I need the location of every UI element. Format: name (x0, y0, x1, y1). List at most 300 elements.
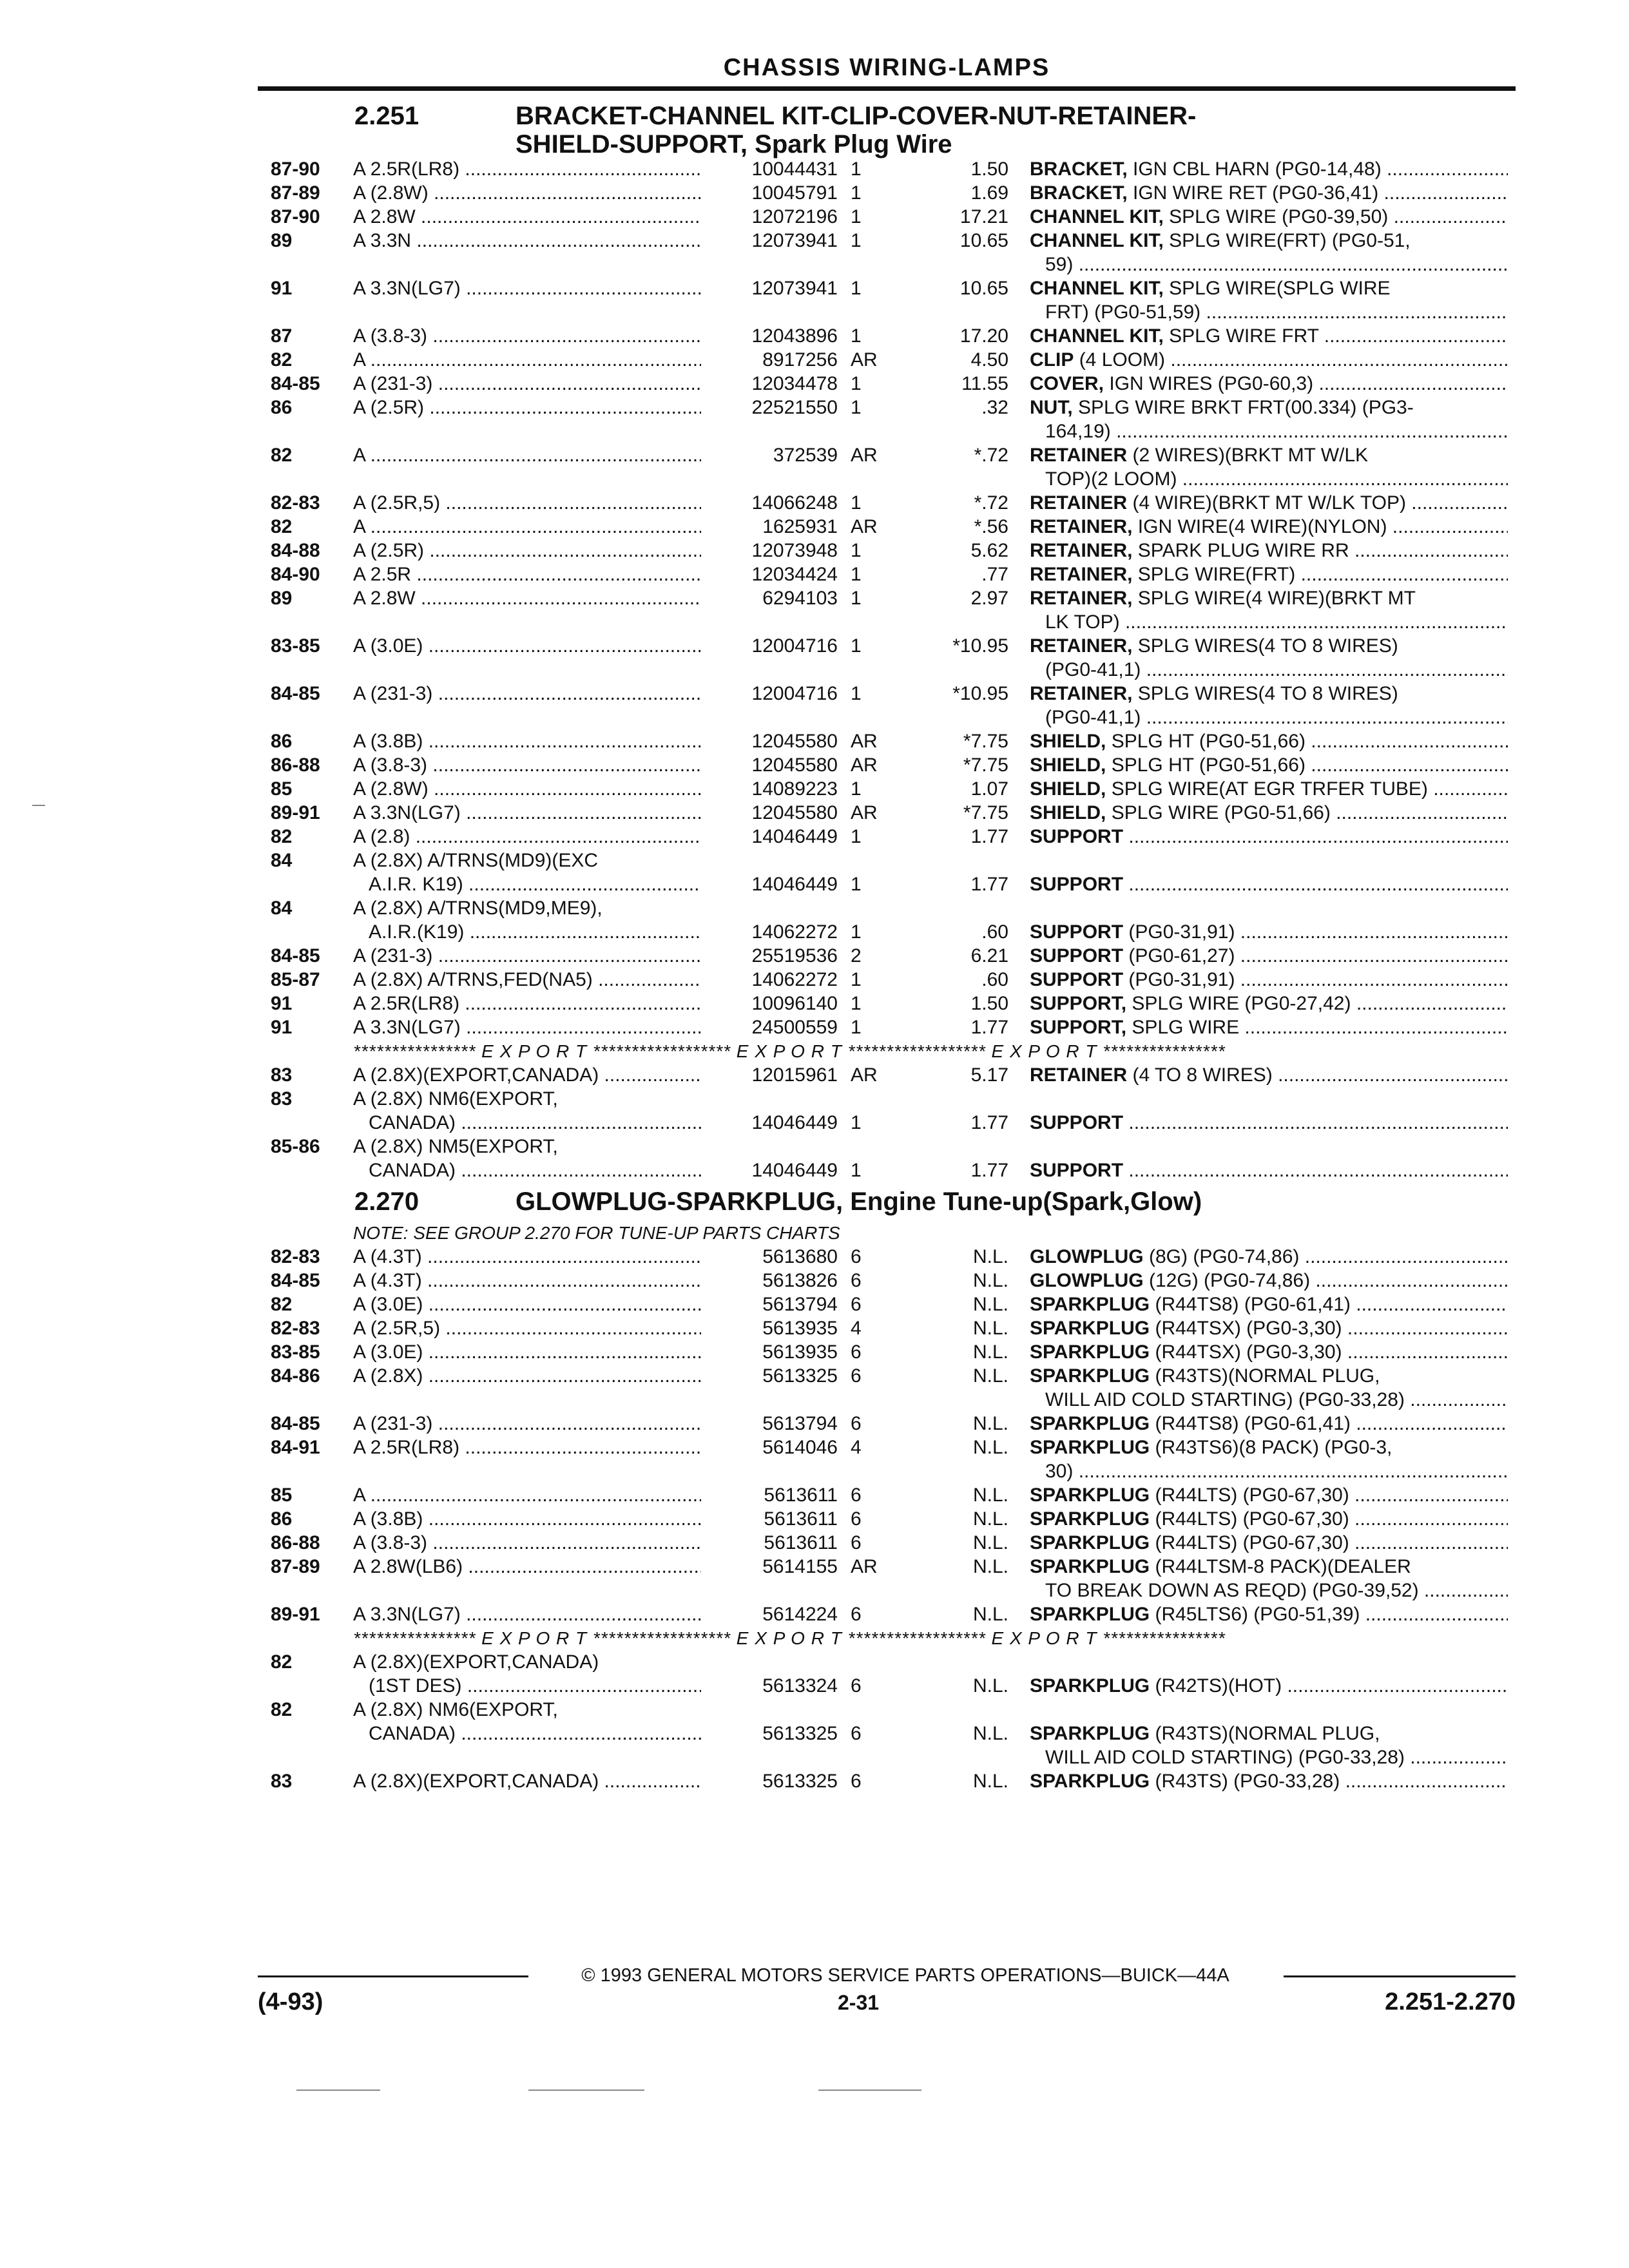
description (1030, 539, 1508, 562)
description-line (1030, 1722, 1508, 1745)
description (1030, 992, 1508, 1015)
description (1030, 634, 1508, 682)
part-name: SPARKPLUG (1030, 1508, 1150, 1530)
quantity: 1 (851, 826, 862, 847)
model-years: 84-85 (271, 945, 320, 966)
description-text: SPLG WIRE(AT EGR TRFER TUBE) (1111, 778, 1428, 800)
quantity: 1 (851, 492, 862, 514)
parts-row (258, 443, 1521, 491)
scan-artifact (296, 2090, 380, 2091)
price: 17.20 (959, 325, 1008, 347)
model-years: 87-90 (271, 159, 320, 180)
model-years: 82-83 (271, 1318, 320, 1339)
part-number: 14046449 (751, 1160, 838, 1181)
description-text: (R44LTS) (PG0-67,30) (1155, 1532, 1349, 1553)
quantity: 4 (851, 1437, 862, 1458)
quantity: 1 (851, 921, 862, 943)
part-number: 12045580 (751, 731, 838, 752)
price: 1.77 (970, 1160, 1008, 1181)
description (1030, 1531, 1508, 1555)
description-line (1030, 348, 1508, 372)
parts-row (258, 372, 1521, 396)
part-number: 5614046 (762, 1437, 838, 1458)
part-name: SUPPORT (1030, 874, 1124, 895)
part-name: CLIP (1030, 349, 1074, 370)
application (353, 1087, 701, 1135)
part-number: 12045580 (751, 802, 838, 823)
description-text: 164,19) (1045, 421, 1111, 442)
parts-row (258, 992, 1521, 1015)
model-years: 84-85 (271, 683, 320, 704)
part-name: SHIELD, (1030, 754, 1106, 776)
part-name: SPARKPLUG (1030, 1532, 1150, 1553)
quantity: 1 (851, 278, 862, 299)
price: N.L. (972, 1604, 1008, 1625)
application (353, 1412, 701, 1436)
application-line: A (2.8X) A/TRNS(MD9,ME9), (353, 898, 602, 919)
description-line (1030, 157, 1508, 181)
application (353, 992, 701, 1015)
quantity: 1 (851, 206, 862, 227)
description (1030, 1674, 1508, 1698)
price: 1.77 (970, 1112, 1008, 1133)
model-years: 89 (271, 230, 293, 251)
price: *7.75 (963, 754, 1008, 776)
quantity: AR (851, 1064, 878, 1086)
application-line: A 3.3N(LG7) ..... (353, 1602, 701, 1626)
application (353, 157, 701, 181)
application (353, 1269, 701, 1293)
description (1030, 562, 1508, 586)
application-line: (1ST DES) ..... (353, 1674, 701, 1698)
parts-row (258, 1316, 1521, 1340)
part-name: GLOWPLUG (1030, 1270, 1144, 1291)
application-line: A 2.8W(LB6) ..... (353, 1555, 701, 1579)
description-line (1030, 1293, 1508, 1316)
application-line: A (231-3) ..... (353, 372, 701, 396)
quantity: AR (851, 731, 878, 752)
application (353, 1316, 701, 1340)
part-name: RETAINER, (1030, 588, 1133, 609)
application-line: A (231-3) ..... (353, 1412, 701, 1436)
price: 1.50 (970, 159, 1008, 180)
quantity: AR (851, 802, 878, 823)
model-years: 83-85 (271, 1341, 320, 1363)
description-text: (R44LTS) (PG0-67,30) (1155, 1508, 1349, 1530)
description-text: (12G) (PG0-74,86) (1149, 1270, 1311, 1291)
description-line (1030, 1111, 1508, 1135)
description-text: (R43TS) (PG0-33,28) (1155, 1771, 1340, 1792)
description-text: SPLG WIRE BRKT FRT(00.334) (PG3- (1078, 397, 1414, 418)
description (1030, 1602, 1508, 1626)
application-line: A.I.R. K19) ..... (353, 872, 701, 896)
application (353, 825, 701, 849)
description (1030, 1316, 1508, 1340)
part-name: SPARKPLUG (1030, 1771, 1150, 1792)
description-text: (R42TS)(HOT) (1155, 1675, 1282, 1696)
price: N.L. (972, 1508, 1008, 1530)
application-line: A 2.5R(LR8) ..... (353, 1436, 701, 1459)
description-line (1030, 801, 1508, 825)
description-text: (4 TO 8 WIRES) (1132, 1064, 1273, 1086)
description-line (1030, 1579, 1508, 1602)
parts-row (258, 634, 1521, 682)
description-line (1030, 1602, 1508, 1626)
description-text: IGN WIRE(4 WIRE)(NYLON) (1137, 516, 1387, 537)
part-name: SPARKPLUG (1030, 1294, 1150, 1315)
quantity: 6 (851, 1365, 862, 1387)
model-years: 84-91 (271, 1437, 320, 1458)
model-years: 87-90 (271, 206, 320, 227)
price: 10.65 (959, 278, 1008, 299)
description-text: SPLG WIRE(FRT) (1137, 564, 1296, 585)
quantity: 1 (851, 1017, 862, 1038)
parts-row (258, 181, 1521, 205)
application-line: A (3.8B) ..... (353, 729, 701, 753)
part-name: SUPPORT (1030, 921, 1124, 943)
description-line (1030, 491, 1508, 515)
quantity: 1 (851, 635, 862, 657)
price: 2.97 (970, 588, 1008, 609)
part-name: SUPPORT (1030, 945, 1124, 966)
model-years: 82-83 (271, 492, 320, 514)
price: N.L. (972, 1294, 1008, 1315)
part-name: SHIELD, (1030, 778, 1106, 800)
description-line (1030, 396, 1508, 419)
part-name: CHANNEL KIT, (1030, 325, 1164, 347)
parts-row (258, 1293, 1521, 1316)
price: *.72 (974, 445, 1008, 466)
parts-row (258, 562, 1521, 586)
model-years: 86 (271, 731, 293, 752)
part-name: CHANNEL KIT, (1030, 206, 1164, 227)
model-years: 84-86 (271, 1365, 320, 1387)
part-number: 5613935 (762, 1318, 838, 1339)
part-name: SPARKPLUG (1030, 1675, 1150, 1696)
description (1030, 229, 1508, 276)
description (1030, 1555, 1508, 1602)
application-line: A (2.5R) ..... (353, 396, 701, 419)
description-text: (R45LTS6) (PG0-51,39) (1155, 1604, 1360, 1625)
application-line: A (2.8X)(EXPORT,CANADA) ..... (353, 1063, 701, 1087)
section-title-line: SHIELD-SUPPORT, Spark Plug Wire (516, 130, 952, 159)
description-text: SPLG HT (PG0-51,66) (1111, 731, 1306, 752)
description-text: SPLG WIRE(FRT) (PG0-51, (1169, 230, 1411, 251)
section-heading (258, 1182, 1521, 1221)
parts-row (258, 682, 1521, 729)
footer-page-number: 2-31 (838, 1991, 880, 2014)
parts-row (258, 276, 1521, 324)
part-name: CHANNEL KIT, (1030, 278, 1164, 299)
part-name: SPARKPLUG (1030, 1437, 1150, 1458)
price: .60 (981, 969, 1008, 990)
part-name: SPARKPLUG (1030, 1318, 1150, 1339)
part-name: RETAINER, (1030, 540, 1133, 561)
part-number: 14062272 (751, 969, 838, 990)
section-title (516, 102, 1508, 159)
description-line (1030, 229, 1508, 253)
description-line (1030, 443, 1508, 467)
part-number: 22521550 (751, 397, 838, 418)
description-text: (R43TS6)(8 PACK) (PG0-3, (1155, 1437, 1393, 1458)
description-line (1030, 586, 1508, 610)
description (1030, 1063, 1508, 1087)
model-years: 82 (271, 1294, 293, 1315)
application-line: CANADA) ..... (353, 1111, 701, 1135)
part-name: BRACKET, (1030, 159, 1128, 180)
parts-row (258, 968, 1521, 992)
description-line (1030, 1015, 1508, 1039)
parts-row (258, 729, 1521, 753)
description-line (1030, 610, 1508, 634)
application (353, 229, 701, 253)
section-title (516, 1187, 1508, 1216)
part-number: 5613680 (762, 1246, 838, 1267)
part-number: 12004716 (751, 683, 838, 704)
application (353, 634, 701, 658)
application (353, 753, 701, 777)
part-number: 12004716 (751, 635, 838, 657)
quantity: 1 (851, 564, 862, 585)
part-name: SPARKPLUG (1030, 1365, 1150, 1387)
part-name: SUPPORT (1030, 1112, 1124, 1133)
application (353, 324, 701, 348)
application (353, 491, 701, 515)
application-line: CANADA) ..... (353, 1722, 701, 1745)
quantity: 1 (851, 778, 862, 800)
part-name: RETAINER (1030, 445, 1128, 466)
price: N.L. (972, 1437, 1008, 1458)
description-text: SPARK PLUG WIRE RR (1137, 540, 1349, 561)
quantity: 1 (851, 1112, 862, 1133)
description-text: IGN WIRES (PG0-60,3) (1109, 373, 1314, 394)
part-number: 14062272 (751, 921, 838, 943)
model-years: 87 (271, 325, 293, 347)
description-line (1030, 276, 1508, 300)
description-line (1030, 1364, 1508, 1388)
description (1030, 205, 1508, 229)
description-line (1030, 1316, 1508, 1340)
parts-row (258, 944, 1521, 968)
parts-row (258, 586, 1521, 634)
part-name: NUT, (1030, 397, 1073, 418)
parts-row (258, 1698, 1521, 1769)
parts-row (258, 157, 1521, 181)
description-line (1030, 1158, 1508, 1182)
description (1030, 396, 1508, 443)
model-years: 82 (271, 349, 293, 370)
description (1030, 825, 1508, 849)
part-name: RETAINER, (1030, 516, 1133, 537)
description (1030, 324, 1508, 348)
description (1030, 968, 1508, 992)
application (353, 372, 701, 396)
application-line: A (2.8X) NM6(EXPORT, (353, 1088, 558, 1110)
application-line: A (2.8X)(EXPORT,CANADA) (353, 1651, 599, 1673)
parts-row (258, 1602, 1521, 1626)
model-years: 82 (271, 826, 293, 847)
parts-row (258, 491, 1521, 515)
part-number: 12015961 (751, 1064, 838, 1086)
price: N.L. (972, 1532, 1008, 1553)
application (353, 849, 701, 896)
model-years: 85-87 (271, 969, 320, 990)
footer-rule-right (1284, 1975, 1516, 1977)
part-name: RETAINER, (1030, 683, 1133, 704)
quantity: 1 (851, 373, 862, 394)
model-years: 84-85 (271, 1270, 320, 1291)
application (353, 1364, 701, 1388)
parts-row (258, 396, 1521, 443)
description (1030, 348, 1508, 372)
section-note: NOTE: SEE GROUP 2.270 FOR TUNE-UP PARTS CHARTS (353, 1223, 840, 1243)
part-number: 5613611 (764, 1508, 838, 1530)
price: 6.21 (970, 945, 1008, 966)
description-text: 59) (1045, 254, 1074, 275)
description-text: 30) (1045, 1461, 1074, 1482)
description (1030, 801, 1508, 825)
model-years: 84-88 (271, 540, 320, 561)
application (353, 1293, 701, 1316)
application-line: A (2.5R,5) ..... (353, 491, 701, 515)
description-text: (4 WIRE)(BRKT MT W/LK TOP) (1132, 492, 1406, 514)
description-line (1030, 467, 1508, 491)
description-text: TO BREAK DOWN AS REQD) (PG0-39,52) (1045, 1580, 1419, 1601)
quantity: AR (851, 349, 878, 370)
description-text: SPLG WIRES(4 TO 8 WIRES) (1137, 635, 1398, 657)
description-text: WILL AID COLD STARTING) (PG0-33,28) (1045, 1747, 1405, 1768)
price: *.56 (974, 516, 1008, 537)
application (353, 1245, 701, 1269)
description-text: (R44LTS) (PG0-67,30) (1155, 1485, 1349, 1506)
parts-row (258, 205, 1521, 229)
quantity: 6 (851, 1341, 862, 1363)
parts-row (258, 1436, 1521, 1483)
model-years: 91 (271, 278, 293, 299)
model-years: 84 (271, 850, 293, 871)
price: N.L. (972, 1675, 1008, 1696)
quantity: 1 (851, 683, 862, 704)
quantity: 6 (851, 1675, 862, 1696)
description-text: SPLG WIRE FRT (1169, 325, 1319, 347)
price: N.L. (972, 1485, 1008, 1506)
description (1030, 944, 1508, 968)
part-number: 5613794 (762, 1294, 838, 1315)
application (353, 1135, 701, 1182)
scan-artifact (32, 805, 45, 806)
description (1030, 515, 1508, 539)
application-line: A 2.5R(LR8) ..... (353, 992, 701, 1015)
description (1030, 777, 1508, 801)
model-years: 82 (271, 516, 293, 537)
description-line (1030, 1769, 1508, 1793)
part-number: 5613611 (764, 1532, 838, 1553)
application-line: A 2.5R(LR8) ..... (353, 157, 701, 181)
parts-row (258, 1015, 1521, 1039)
description-text: (R44TS8) (PG0-61,41) (1155, 1294, 1351, 1315)
description-text: (8G) (PG0-74,86) (1149, 1246, 1300, 1267)
part-number: 14066248 (751, 492, 838, 514)
quantity: 1 (851, 588, 862, 609)
description-line (1030, 1483, 1508, 1507)
part-name: RETAINER (1030, 492, 1128, 514)
description (1030, 753, 1508, 777)
description-line (1030, 419, 1508, 443)
part-number: 5613826 (762, 1270, 838, 1291)
description-line (1030, 372, 1508, 396)
description (1030, 276, 1508, 324)
parts-row (258, 849, 1521, 896)
application (353, 1531, 701, 1555)
description-line (1030, 181, 1508, 205)
quantity: 1 (851, 230, 862, 251)
parts-row (258, 896, 1521, 944)
description-line (1030, 515, 1508, 539)
quantity: 1 (851, 1160, 862, 1181)
description (1030, 1412, 1508, 1436)
part-number: 6294103 (762, 588, 838, 609)
part-name: RETAINER, (1030, 564, 1133, 585)
quantity: AR (851, 445, 878, 466)
application (353, 1015, 701, 1039)
application (353, 968, 701, 992)
part-name: RETAINER (1030, 1064, 1128, 1086)
application-line: A (2.8X) NM5(EXPORT, (353, 1136, 558, 1157)
price: N.L. (972, 1270, 1008, 1291)
part-number: 25519536 (751, 945, 838, 966)
description (1030, 920, 1508, 944)
price: *10.95 (952, 635, 1008, 657)
parts-row (258, 1063, 1521, 1087)
quantity: 6 (851, 1604, 862, 1625)
header-rule (258, 86, 1516, 91)
quantity: 2 (851, 945, 862, 966)
quantity: 6 (851, 1270, 862, 1291)
quantity: 1 (851, 540, 862, 561)
price: .77 (981, 564, 1008, 585)
application (353, 348, 701, 372)
description-text: (R43TS)(NORMAL PLUG, (1155, 1723, 1380, 1744)
parts-row (258, 1650, 1521, 1698)
application-line: A ..... (353, 1483, 701, 1507)
part-number: 14046449 (751, 874, 838, 895)
page-header-title: CHASSIS WIRING-LAMPS (723, 54, 1050, 81)
model-years: 85 (271, 778, 293, 800)
parts-row (258, 1507, 1521, 1531)
description-text: TOP)(2 LOOM) (1045, 468, 1177, 490)
model-years: 86-88 (271, 1532, 320, 1553)
part-name: RETAINER, (1030, 635, 1133, 657)
application (353, 1483, 701, 1507)
price: *.72 (974, 492, 1008, 514)
application-line: A (3.0E) ..... (353, 634, 701, 658)
parts-row (258, 1135, 1521, 1182)
description (1030, 1015, 1508, 1039)
description-line (1030, 539, 1508, 562)
application-line: A (2.8) ..... (353, 825, 701, 849)
parts-row (258, 753, 1521, 777)
price: 5.17 (970, 1064, 1008, 1086)
section-title-line: BRACKET-CHANNEL KIT-CLIP-COVER-NUT-RETAINER- (516, 102, 1197, 130)
parts-row (258, 229, 1521, 276)
description (1030, 1245, 1508, 1269)
parts-row (258, 777, 1521, 801)
application (353, 1602, 701, 1626)
description (1030, 586, 1508, 634)
model-years: 91 (271, 993, 293, 1014)
parts-row (258, 801, 1521, 825)
price: *10.95 (952, 683, 1008, 704)
